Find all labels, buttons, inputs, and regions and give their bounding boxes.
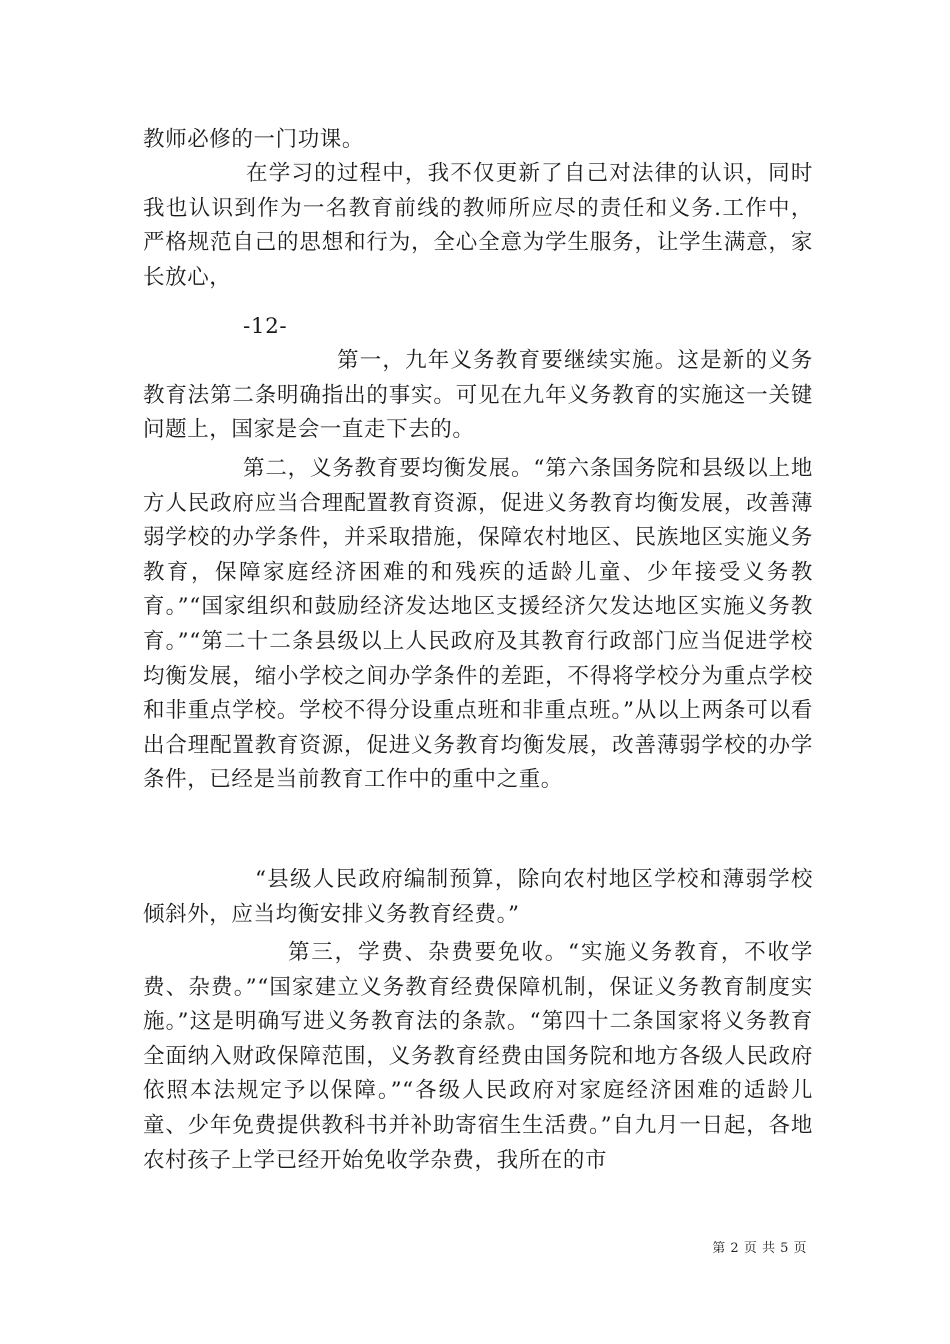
page-number-footer: 第 2 页 共 5 页 [712,1241,807,1256]
paragraph-point-one: 第一，九年义务教育要继续实施。这是新的义务教育法第二条明确指出的事实。可见在九年义务教育的实施这一关键问题上，国家是会一直走下去的。 [143,348,813,443]
paragraph-learning-reflection: 在学习的过程中，我不仅更新了自己对法律的认识，同时我也认识到作为一名教育前线的教师所应尽的责任和义务.工作中，严格规范自己的思想和行为，全心全意为学生服务，让学生满意，家长放心， [143,161,813,290]
inline-page-marker: -12- [243,314,288,339]
paragraph-continuation: 教师必修的一门功课。 [143,127,365,152]
paragraph-budget-quote: “县级人民政府编制预算，除向农村地区学校和薄弱学校倾斜外，应当均衡安排义务教育经费。” [143,867,813,927]
paragraph-point-three: 第三，学费、杂费要免收。“实施义务教育，不收学费、杂费。”“国家建立义务教育经费保障机制，保证义务教育制度实施。”这是明确写进义务教育法的条款。“第四十二条国家将义务教育全面纳入财政保障范围，义务教育经费由国务院和地方各级人民政府依照本法规定予以保障。”“各级人民政府对家庭经济困难的适龄儿童、少年免费提供教科书并补助寄宿生生活费。”自九月一日起，各地农村孩子上学已经开始免收学杂费，我所在的市 [143,940,813,1173]
paragraph-point-two: 第二，义务教育要均衡发展。“第六条国务院和县级以上地方人民政府应当合理配置教育资源，促进义务教育均衡发展，改善薄弱学校的办学条件，并采取措施，保障农村地区、民族地区实施义务教育，保障家庭经济困难的和残疾的适龄儿童、少年接受义务教育。”“国家组织和鼓励经济发达地区支援经济欠发达地区实施义务教育。”“第二十二条县级以上人民政府及其教育行政部门应当促进学校均衡发展，缩小学校之间办学条件的差距，不得将学校分为重点学校和非重点学校。学校不得分设重点班和非重点班。”从以上两条可以看出合理配置教育资源，促进义务教育均衡发展，改善薄弱学校的办学条件，已经是当前教育工作中的重中之重。 [143,456,813,793]
